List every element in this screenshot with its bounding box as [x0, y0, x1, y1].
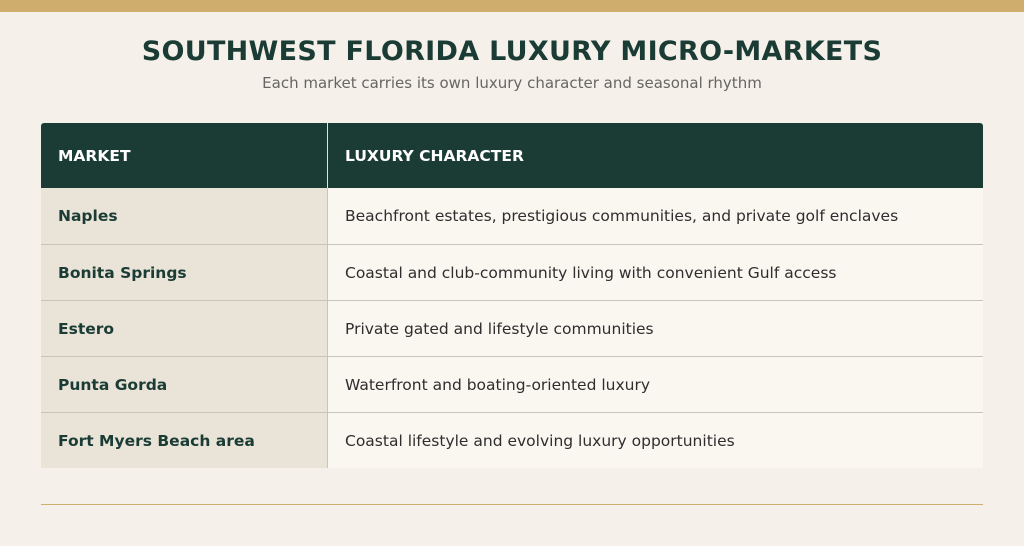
table-row — [41, 300, 983, 356]
table-row — [41, 356, 983, 412]
luxury-character-cell: Coastal and club-community living with convenient Gulf access — [328, 244, 983, 300]
market-name-cell: Bonita Springs — [41, 244, 328, 300]
bottom-divider — [41, 504, 983, 505]
table-row — [41, 244, 983, 300]
luxury-character-cell: Waterfront and boating-oriented luxury — [328, 356, 983, 412]
luxury-character-cell: Beachfront estates, prestigious communities, and private golf enclaves — [328, 188, 983, 244]
luxury-character-cell: Private gated and lifestyle communities — [328, 300, 983, 356]
top-accent-bar — [0, 0, 1024, 12]
table-row — [41, 188, 983, 244]
market-name-cell: Estero — [41, 300, 328, 356]
page-subtitle: Each market carries its own luxury character and seasonal rhythm — [262, 74, 762, 92]
column-header-luxury-character: LUXURY CHARACTER — [345, 146, 524, 165]
market-name-cell: Punta Gorda — [41, 356, 328, 412]
market-name-cell: Fort Myers Beach area — [41, 412, 328, 468]
table-row — [41, 412, 983, 468]
luxury-character-cell: Coastal lifestyle and evolving luxury opportunities — [328, 412, 983, 468]
market-name-cell: Naples — [41, 188, 328, 244]
column-header-market: MARKET — [41, 123, 328, 188]
page-title: SOUTHWEST FLORIDA LUXURY MICRO-MARKETS — [141, 36, 883, 67]
table-header — [41, 123, 983, 188]
micro-markets-table — [41, 123, 983, 468]
